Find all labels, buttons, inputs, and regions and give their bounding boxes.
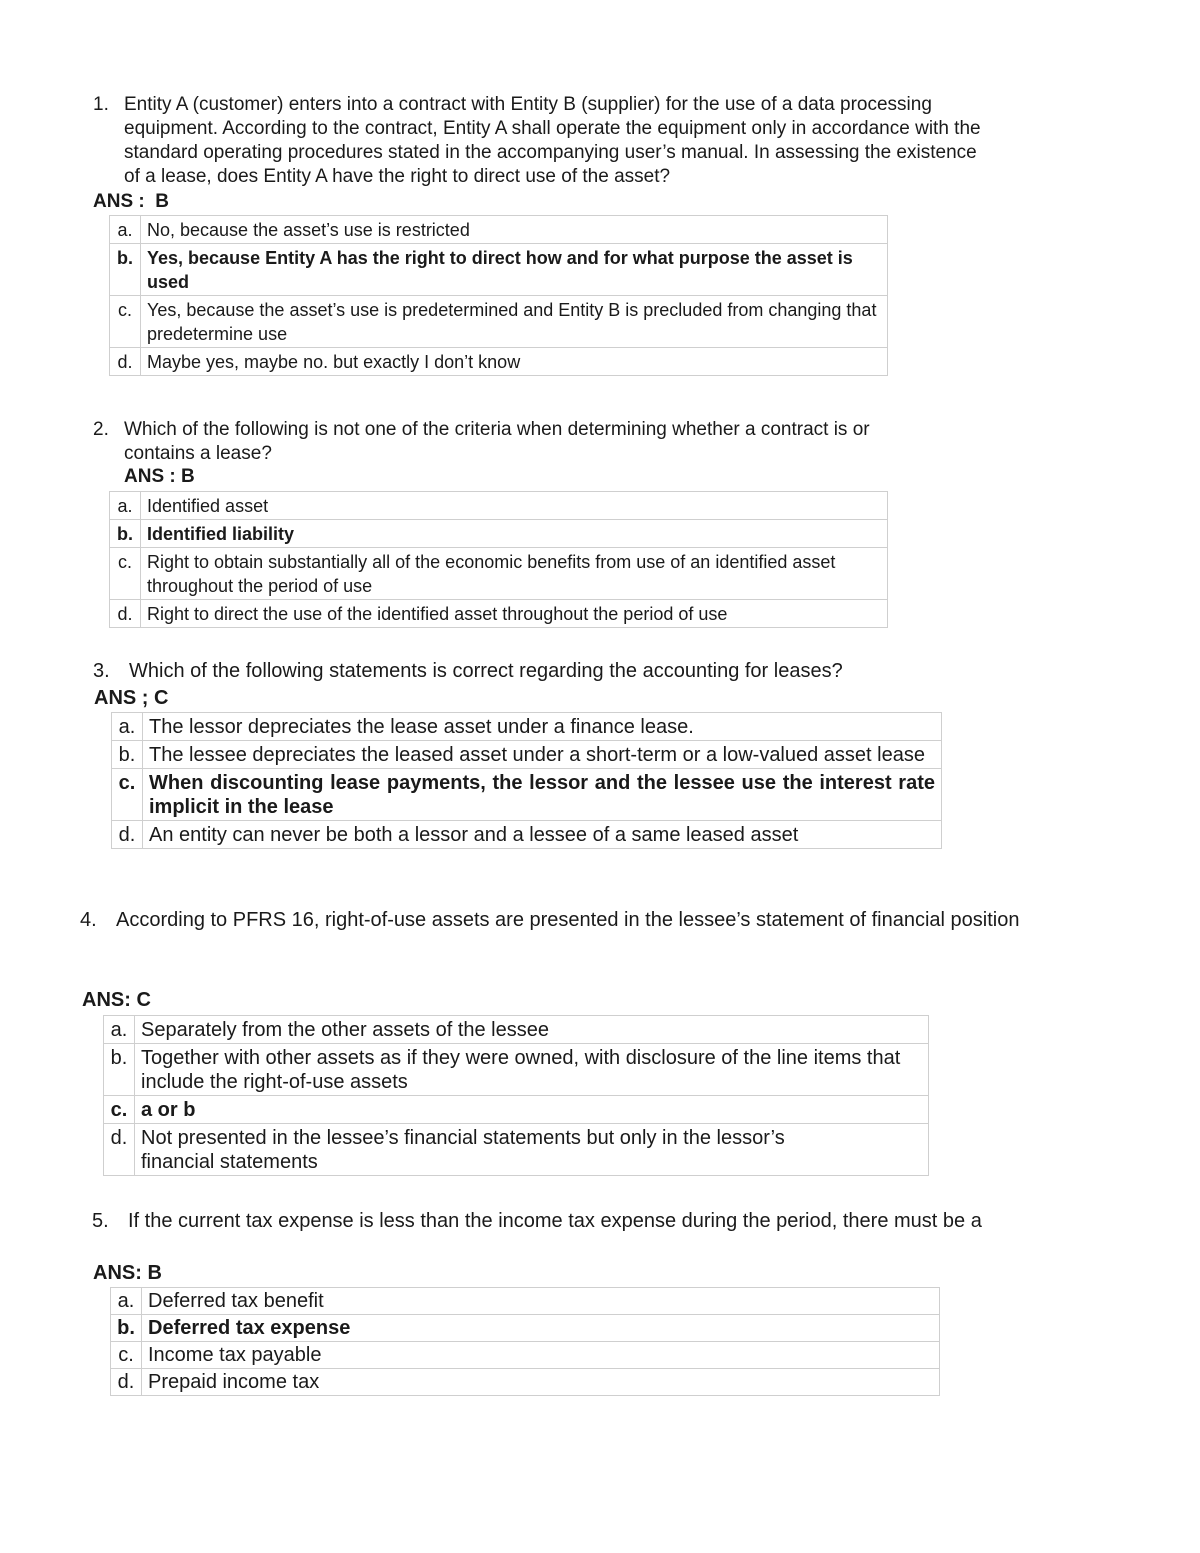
question-text: Which of the following statements is correct regarding the accounting for leases? bbox=[129, 660, 843, 682]
option-row[interactable] bbox=[110, 348, 888, 376]
option-row-correct[interactable] bbox=[111, 1315, 940, 1342]
option-letter: d. bbox=[104, 1124, 135, 1176]
question-text: Entity A (customer) enters into a contract with Entity B (supplier) for the use of a data processing equipment. According to the contract, Entity A shall operate the equipment only in accordance with the standard operating procedures stated in the accompanying user’s manual. In assessing the existence of a lease, does Entity A have the right to direct use of the asset? bbox=[124, 94, 981, 187]
option-letter: c. bbox=[112, 769, 143, 821]
option-text: a or b bbox=[135, 1096, 929, 1124]
option-text: Identified asset bbox=[141, 492, 888, 520]
option-letter: b. bbox=[110, 520, 141, 548]
question-number: 2. bbox=[93, 419, 109, 440]
option-letter: c. bbox=[104, 1096, 135, 1124]
option-letter: d. bbox=[110, 600, 141, 628]
answer-key: ANS: B bbox=[93, 1262, 162, 1284]
question-text-block bbox=[80, 907, 1026, 934]
option-text: Deferred tax expense bbox=[142, 1315, 940, 1342]
option-text: Maybe yes, maybe no. but exactly I don’t know bbox=[141, 348, 888, 376]
option-text: Income tax payable bbox=[142, 1342, 940, 1369]
option-text: The lessee depreciates the leased asset under a short-term or a low-valued asset lease bbox=[143, 741, 942, 769]
option-text: Right to obtain substantially all of the economic benefits from use of an identified asset throughout the period of use bbox=[141, 548, 888, 600]
option-letter: c. bbox=[110, 296, 141, 348]
question-text-block bbox=[93, 659, 989, 683]
option-row-correct[interactable] bbox=[112, 769, 942, 821]
options-table bbox=[103, 1015, 929, 1176]
question-text-block bbox=[92, 1208, 1038, 1235]
option-text: Separately from the other assets of the lessee bbox=[135, 1016, 929, 1044]
question-number: 5. bbox=[92, 1210, 109, 1232]
option-row[interactable] bbox=[111, 1369, 940, 1396]
options-table bbox=[109, 491, 888, 628]
option-letter: a. bbox=[111, 1288, 142, 1315]
option-text: When discounting lease payments, the lessor and the lessee use the interest rate implicit in the lease bbox=[143, 769, 942, 821]
question-number: 3. bbox=[93, 660, 110, 682]
option-text: The lessor depreciates the lease asset under a finance lease. bbox=[143, 713, 942, 741]
option-letter: d. bbox=[111, 1369, 142, 1396]
option-row[interactable] bbox=[110, 296, 888, 348]
option-text: Together with other assets as if they were owned, with disclosure of the line items that include the right-of-use assets bbox=[135, 1044, 929, 1096]
question-text-block bbox=[93, 418, 924, 466]
option-text: An entity can never be both a lessor and a lessee of a same leased asset bbox=[143, 821, 942, 849]
option-row[interactable] bbox=[104, 1016, 929, 1044]
answer-key: ANS: C bbox=[82, 989, 151, 1011]
option-letter: c. bbox=[110, 548, 141, 600]
option-row[interactable] bbox=[104, 1044, 929, 1096]
option-letter: b. bbox=[111, 1315, 142, 1342]
question-text: If the current tax expense is less than the income tax expense during the period, there must be a bbox=[128, 1210, 982, 1232]
option-letter: b. bbox=[110, 244, 141, 296]
option-text: Yes, because Entity A has the right to direct how and for what purpose the asset is used bbox=[141, 244, 888, 296]
option-row-correct[interactable] bbox=[110, 244, 888, 296]
options-table bbox=[110, 1287, 940, 1396]
option-row[interactable] bbox=[104, 1124, 929, 1176]
option-text: No, because the asset’s use is restricted bbox=[141, 216, 888, 244]
question-text: Which of the following is not one of the criteria when determining whether a contract is or contains a lease? bbox=[124, 419, 870, 464]
option-row[interactable] bbox=[110, 216, 888, 244]
options-table bbox=[109, 215, 888, 376]
option-letter: a. bbox=[112, 713, 143, 741]
option-letter: b. bbox=[112, 741, 143, 769]
option-row[interactable] bbox=[110, 600, 888, 628]
question-number: 1. bbox=[93, 94, 109, 115]
option-row[interactable] bbox=[111, 1342, 940, 1369]
option-letter: c. bbox=[111, 1342, 142, 1369]
option-row[interactable] bbox=[110, 548, 888, 600]
option-text: Deferred tax benefit bbox=[142, 1288, 940, 1315]
option-row-correct[interactable] bbox=[110, 520, 888, 548]
option-row[interactable] bbox=[112, 713, 942, 741]
option-letter: b. bbox=[104, 1044, 135, 1096]
answer-key: ANS : B bbox=[93, 191, 169, 212]
option-row-correct[interactable] bbox=[104, 1096, 929, 1124]
option-letter: d. bbox=[110, 348, 141, 376]
option-text: Right to direct the use of the identified asset throughout the period of use bbox=[141, 600, 888, 628]
option-text: Yes, because the asset’s use is predetermined and Entity B is precluded from changing that predetermine use bbox=[141, 296, 888, 348]
option-text: Not presented in the lessee’s financial statements but only in the lessor’s financial statements bbox=[135, 1124, 929, 1176]
option-text: Identified liability bbox=[141, 520, 888, 548]
option-text: Prepaid income tax bbox=[142, 1369, 940, 1396]
option-row[interactable] bbox=[112, 821, 942, 849]
option-letter: a. bbox=[104, 1016, 135, 1044]
option-letter: d. bbox=[112, 821, 143, 849]
option-letter: a. bbox=[110, 492, 141, 520]
option-row[interactable] bbox=[111, 1288, 940, 1315]
question-text-block bbox=[93, 93, 984, 189]
option-row[interactable] bbox=[110, 492, 888, 520]
option-row[interactable] bbox=[112, 741, 942, 769]
answer-key: ANS : B bbox=[124, 466, 195, 487]
question-number: 4. bbox=[80, 909, 97, 931]
options-table bbox=[111, 712, 942, 849]
question-text: According to PFRS 16, right-of-use assets are presented in the lessee’s statement of financial position bbox=[116, 909, 1020, 931]
option-letter: a. bbox=[110, 216, 141, 244]
answer-key: ANS ; C bbox=[94, 687, 169, 709]
